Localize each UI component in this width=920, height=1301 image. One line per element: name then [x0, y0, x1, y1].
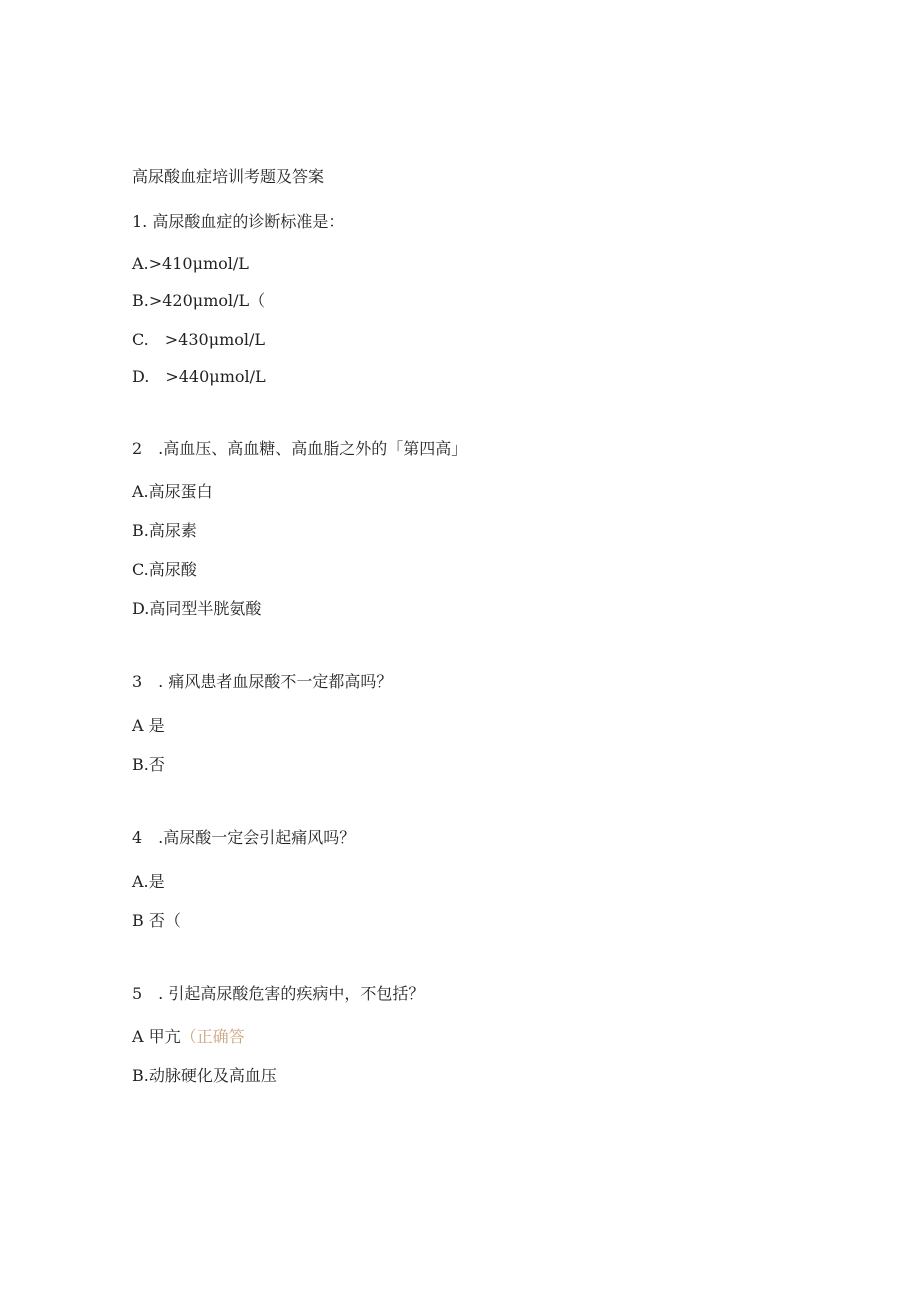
question-2-option-a: A.高尿蛋白: [132, 482, 213, 501]
question-4-stem: 4 .高尿酸一定会引起痛风吗？: [132, 828, 356, 847]
question-5-option-a: A 甲亢: [132, 1027, 181, 1046]
answer-hint: （正确答: [180, 1027, 245, 1046]
question-3-option-b: B.否: [132, 755, 165, 774]
question-1-stem: 1. 高尿酸血症的诊断标准是：: [132, 212, 345, 231]
question-2-stem: 2 .高血压、高血糖、高血脂之外的「第四高」: [132, 439, 468, 458]
document-title: 高尿酸血症培训考题及答案: [132, 167, 325, 186]
question-1-option-b: B.>420μmol/L（: [132, 291, 266, 310]
question-5-option-a-row: [132, 1027, 245, 1047]
question-1-option-d: D. >440μmol/L: [132, 367, 266, 386]
question-2-option-c: C.高尿酸: [132, 560, 197, 579]
question-2-option-d: D.高同型半胱氨酸: [132, 599, 262, 618]
question-2-option-b: B.高尿素: [132, 521, 197, 540]
question-3-option-a: A 是: [132, 716, 165, 735]
question-4-option-a: A.是: [132, 872, 165, 891]
question-4-option-b: B 否（: [132, 911, 181, 930]
question-5-stem: 5 . 引起高尿酸危害的疾病中，不包括？: [132, 984, 425, 1003]
question-1-option-c: C. >430μmol/L: [132, 330, 266, 349]
question-5-option-b: B.动脉硬化及高血压: [132, 1066, 277, 1085]
question-1-option-a: A.>410μmol/L: [132, 254, 249, 273]
question-3-stem: 3 . 痛风患者血尿酸不一定都高吗？: [132, 672, 393, 691]
